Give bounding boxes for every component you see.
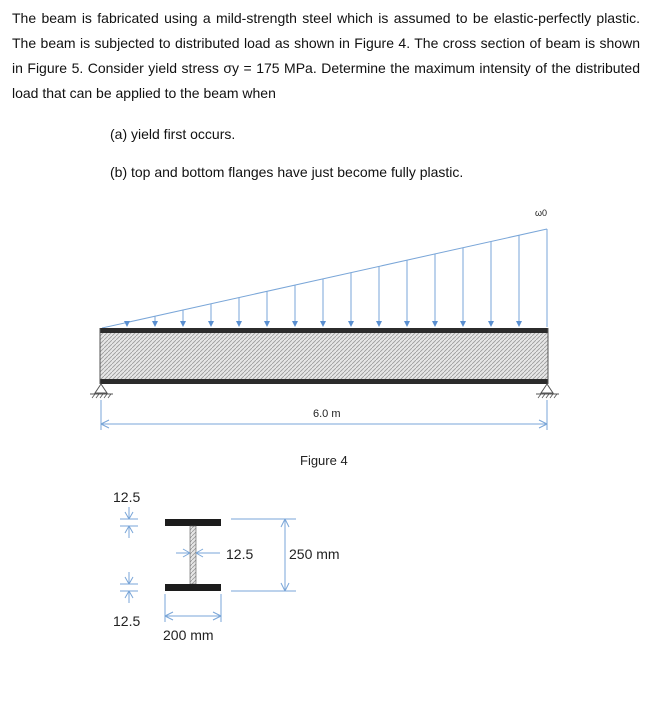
load-arrow-head	[320, 321, 326, 327]
span-label: 6.0 m	[313, 408, 341, 420]
part-a-text: (a) yield first occurs.	[110, 126, 236, 142]
bottom-flange-thickness-label: 12.5	[113, 613, 141, 629]
load-arrow-head	[404, 321, 410, 327]
load-arrow-head	[236, 321, 242, 327]
load-arrows	[124, 235, 522, 327]
figure-5-cross-section	[113, 489, 340, 643]
beam	[100, 328, 548, 384]
load-arrow-head	[152, 321, 158, 327]
load-arrow-head	[488, 321, 494, 327]
figure-4	[90, 208, 559, 468]
width-label: 200 mm	[163, 627, 214, 643]
problem-statement: The beam is fabricated using a mild-strength steel which is assumed to be elastic-perfectly plastic. The beam is subjected to distributed load as shown in Figure 4. The cross section of beam is shown in Figure 5. Consider yield stress σy = 175 MPa. Determine the maximum intensity of the distributed load that can be applied to the beam when	[12, 10, 640, 101]
part-b-text: (b) top and bottom flanges have just become fully plastic.	[110, 164, 464, 180]
load-arrow-head	[292, 321, 298, 327]
load-arrow-head	[124, 321, 130, 327]
left-pin-support	[90, 384, 113, 398]
load-arrow-head	[432, 321, 438, 327]
web-thickness-label: 12.5	[226, 546, 254, 562]
load-arrow-head	[348, 321, 354, 327]
right-roller-support	[536, 384, 559, 398]
bottom-flange-dimension	[120, 572, 138, 603]
load-arrow-head	[376, 321, 382, 327]
load-arrow-head	[516, 321, 522, 327]
load-arrow-head	[460, 321, 466, 327]
distributed-load	[102, 229, 547, 328]
top-flange-dimension	[120, 507, 138, 538]
load-intensity-label: ω0	[535, 208, 548, 218]
figure-4-caption: Figure 4	[300, 453, 348, 468]
i-beam-section	[165, 519, 221, 591]
load-arrow-head	[180, 321, 186, 327]
load-arrow-head	[264, 321, 270, 327]
width-dimension	[165, 594, 221, 622]
load-arrow-head	[208, 321, 214, 327]
depth-label: 250 mm	[289, 546, 340, 562]
web-thickness-dimension	[176, 549, 220, 557]
top-flange-thickness-label: 12.5	[113, 489, 141, 505]
